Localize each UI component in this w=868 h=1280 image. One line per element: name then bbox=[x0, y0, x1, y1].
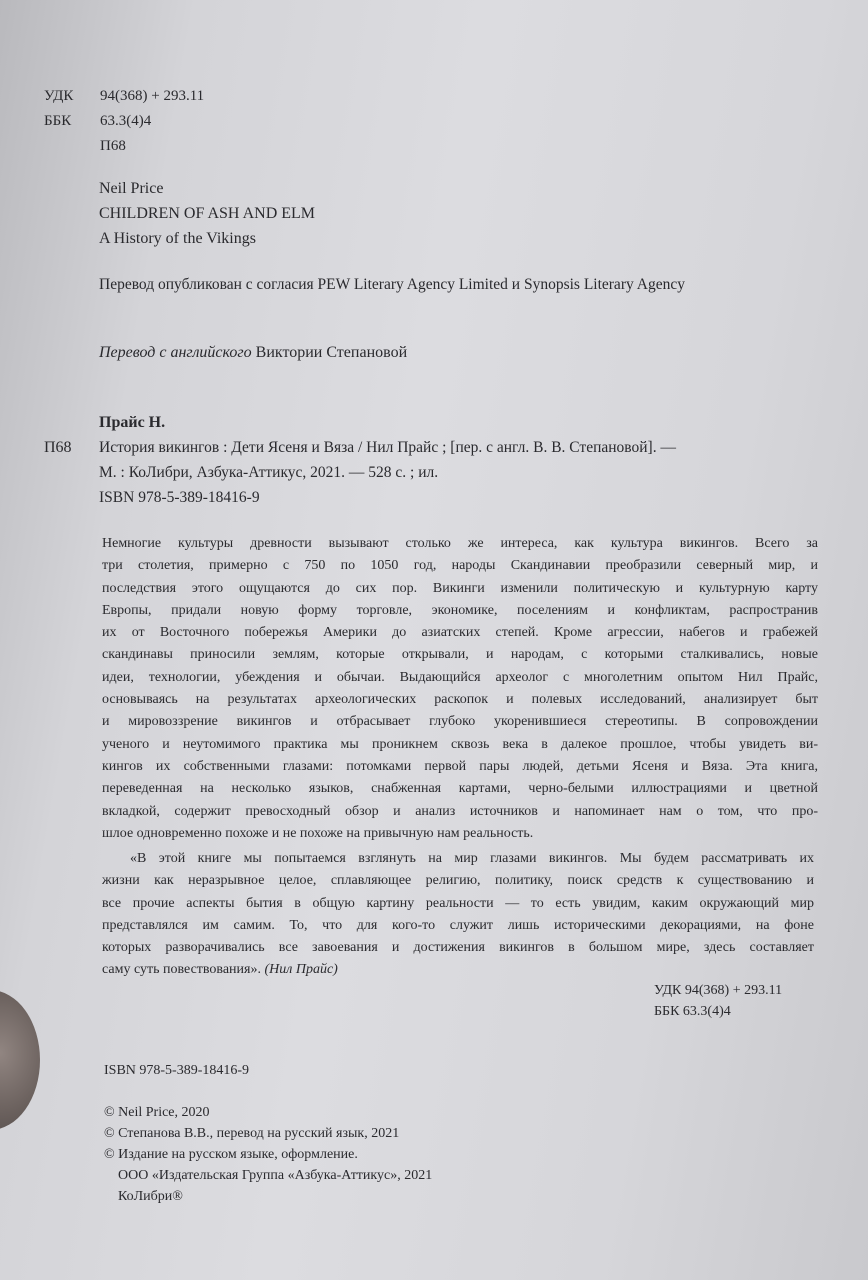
header-code: П68 bbox=[100, 138, 126, 154]
catalog-code: П68 bbox=[44, 439, 72, 456]
catalog-line-1: История викингов : Дети Ясеня и Вяза / Нил Прайс ; [пер. с англ. В. В. Степановой]. — bbox=[99, 439, 676, 456]
annotation-line: кингов их собственными глазами: потомками первой пары людей, детьми Ясеня и Вяза. Эта книга, bbox=[102, 758, 818, 774]
annotation-line: основываясь на результатах археологических раскопок и полевых исследований, анализирует быт bbox=[102, 692, 818, 708]
annotation-citation: (Нил Прайс) bbox=[264, 962, 338, 978]
catalog-isbn: ISBN 978-5-389-18416-9 bbox=[99, 489, 260, 506]
bbk-label: ББК bbox=[44, 113, 72, 129]
header-index bbox=[44, 84, 204, 159]
annotation-line: представлялся им самим. То, что для кого-то служит лишь историческими декорациями, на фоне bbox=[102, 917, 814, 933]
finger-shadow bbox=[0, 990, 40, 1130]
footer-index bbox=[654, 980, 782, 1022]
udk-label: УДК bbox=[44, 88, 74, 104]
original-author: Neil Price bbox=[99, 180, 164, 197]
footer-bbk: ББК 63.3(4)4 bbox=[654, 1004, 731, 1019]
annotation-line: Немногие культуры древности вызывают столько же интереса, как культура викингов. Всего за bbox=[102, 536, 818, 551]
annotation-line: шлое одновременно похоже и не похоже на привычную нам реальность. bbox=[102, 825, 534, 841]
annotation-line: жизни как неразрывное целое, сплавляющее религию, политику, поиск средств к существованию и bbox=[102, 873, 814, 889]
catalog-line-2: М. : КоЛибри, Азбука-Аттикус, 2021. — 528 с. ; ил. bbox=[99, 464, 439, 481]
copyright-line: ООО «Издательская Группа «Азбука-Аттикус», 2021 bbox=[118, 1168, 433, 1183]
annotation-line: их от Восточного побережья Америки до азиатских степей. Кроме агрессии, набегов и грабежей bbox=[102, 625, 818, 641]
footer-isbn: ISBN 978-5-389-18416-9 bbox=[104, 1063, 250, 1078]
annotation-line: переведенная на несколько языков, снабженная картами, черно-белыми иллюстрациями и цветной bbox=[102, 781, 818, 797]
annotation-line: «В этой книге мы попытаемся взглянуть на мир глазами викингов. Мы будем рассматривать их bbox=[130, 851, 814, 866]
copyright-block bbox=[104, 1102, 432, 1207]
annotation-line: Европы, придали новую форму торговле, экономике, поселениям и конфликтам, распространив bbox=[102, 602, 818, 618]
bbk-value: 63.3(4)4 bbox=[100, 113, 152, 129]
annotation-last-line bbox=[102, 959, 814, 981]
rights-note: Перевод опубликован с согласия PEW Literary Agency Limited и Synopsis Literary Agency bbox=[99, 276, 685, 293]
annotation-line: ученого и неутомимого практика мы проникнем сквозь века в далекое прошлое, чтобы увидеть ви- bbox=[102, 736, 818, 752]
annotation-line: скандинавы приносили землям, которые открывали, и народам, с которыми сталкивались, новые bbox=[102, 647, 818, 663]
annotation-line: все прочие аспекты бытия в общую картину реальности — то есть увидим, каким окружающий мир bbox=[102, 895, 814, 911]
udk-value: 94(368) + 293.11 bbox=[100, 88, 205, 104]
annotation-last-text: саму суть повествования». bbox=[102, 962, 265, 978]
translator-prefix: Перевод с английского bbox=[99, 344, 252, 361]
catalog-author: Прайс Н. bbox=[99, 414, 166, 431]
annotation-line: последствия этого ощущаются до сих пор. Викинги изменили политическую и культурную карту bbox=[102, 580, 818, 596]
annotation-line: которых разворачивались все завоевания и достижения викингов в большом мире, здесь составляет bbox=[102, 940, 814, 956]
annotation-paragraph-2 bbox=[102, 848, 814, 982]
translator-line bbox=[99, 340, 407, 365]
annotation-line: идеи, технологии, убеждения и обычаи. Выдающийся археолог с многолетним опытом Нил Прайс, bbox=[102, 669, 818, 685]
footer-udk: УДК 94(368) + 293.11 bbox=[654, 983, 783, 998]
annotation-line: и мировоззрение викингов и отбрасывает глубоко укоренившиеся стереотипы. В сопровождении bbox=[102, 714, 818, 730]
original-title: CHILDREN OF ASH AND ELM bbox=[99, 205, 316, 222]
copyright-line: © Neil Price, 2020 bbox=[104, 1105, 210, 1120]
copyright-line: КоЛибри® bbox=[118, 1189, 183, 1204]
annotation-paragraph-1 bbox=[102, 533, 818, 845]
annotation-line: три столетия, примерно с 750 по 1050 год, народы Скандинавии преобразили северный мир, и bbox=[102, 558, 818, 574]
copyright-line: © Степанова В.В., перевод на русский язык, 2021 bbox=[104, 1126, 400, 1141]
annotation-line: вкладкой, содержит превосходный обзор и анализ источников и напоминает нам о том, что про- bbox=[102, 803, 818, 819]
translator-name: Виктории Степановой bbox=[251, 344, 408, 361]
original-subtitle: A History of the Vikings bbox=[99, 230, 256, 247]
copyright-line: © Издание на русском языке, оформление. bbox=[104, 1147, 358, 1162]
